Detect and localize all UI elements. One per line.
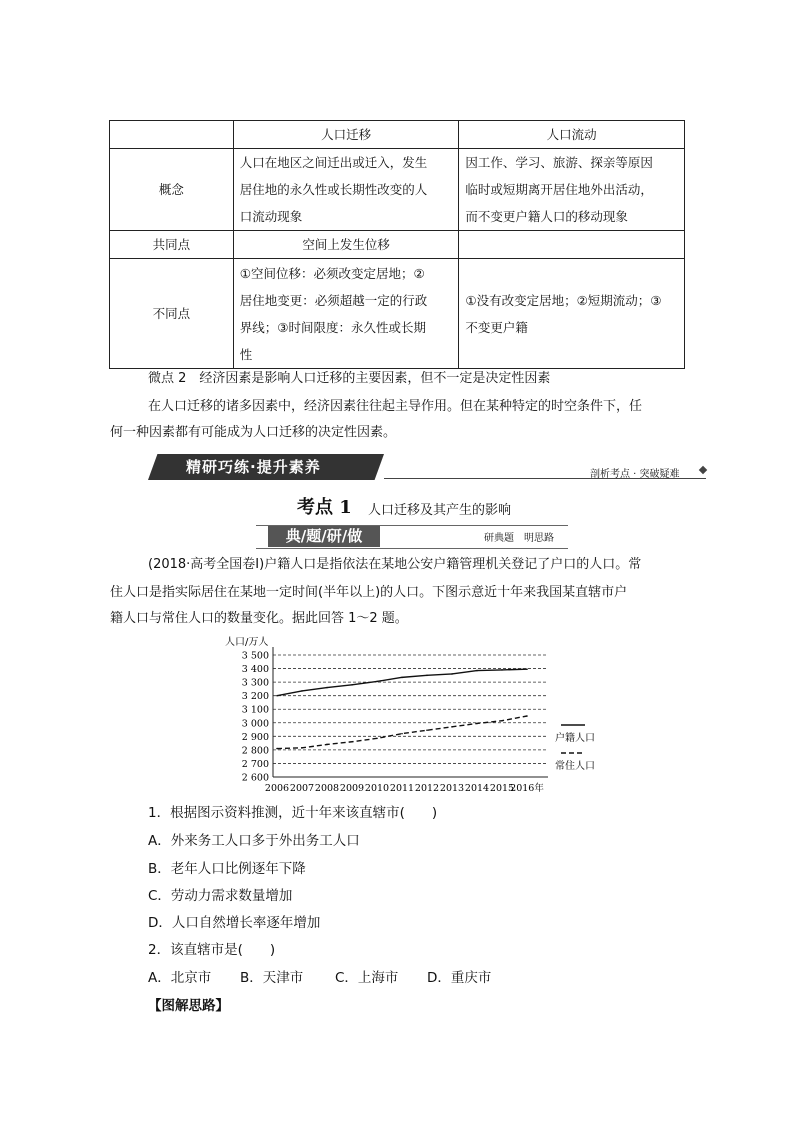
cell-line: 口流动现象 (239, 209, 303, 224)
q1-option-a: A．外来务工人口多于外出务工人口 (148, 833, 360, 849)
y-tick-label: 3 200 (241, 691, 269, 703)
data-point (376, 681, 378, 683)
data-point (351, 741, 353, 743)
data-point (451, 726, 453, 728)
data-point (526, 715, 528, 717)
table-row (110, 259, 685, 369)
row-label-common: 共同点 (110, 231, 234, 259)
y-tick-label: 3 400 (241, 664, 269, 676)
data-point (401, 733, 403, 735)
legend-label: 常住人口 (555, 761, 595, 772)
diamond-icon (699, 466, 707, 474)
y-tick-label: 2 800 (241, 745, 269, 757)
row-label-difference: 不同点 (110, 259, 234, 369)
q1-option-b: B．老年人口比例逐年下降 (148, 861, 306, 877)
y-tick-label: 2 600 (241, 772, 269, 784)
data-point (326, 744, 328, 746)
data-point (451, 673, 453, 675)
section-banner-right: 剖析考点 · 突破疑难 (590, 469, 680, 480)
cell-line: 性 (239, 346, 253, 362)
data-point (276, 748, 278, 750)
x-tick-label: 2011 (389, 783, 415, 794)
cell-line: 界线；③时间限度：永久性或长期 (239, 319, 426, 335)
x-tick-label: 2016年 (510, 783, 544, 794)
y-tick-label: 2 900 (241, 731, 269, 743)
sub-banner-label: 典/题/研/做 (268, 526, 380, 547)
table-row (110, 231, 685, 259)
chart-ylabel: 人口/万人 (225, 637, 269, 648)
q1-option-c: C．劳动力需求数量增加 (148, 888, 293, 904)
question-1: 1．根据图示资料推测，近十年来该直辖市( ) (148, 805, 438, 821)
sub-banner-right: 研典题 明思路 (484, 533, 554, 544)
data-point (401, 677, 403, 679)
q2-option-c: C．上海市 (335, 970, 399, 986)
common-migration-cell: 空间上发生位移 (233, 231, 459, 259)
y-tick-label: 3 100 (241, 704, 269, 716)
cell-line: ①没有改变定居地；②短期流动；③ (465, 292, 662, 308)
cell-line: ①空间位移：必须改变定居地；② (239, 265, 425, 281)
x-tick-label: 2013 (439, 783, 465, 794)
x-tick-label: 2008 (314, 783, 340, 794)
cell-line: 居住地变更：必须超越一定的行政 (239, 292, 428, 308)
data-point (301, 747, 303, 749)
cell-line: 不变更户籍 (465, 319, 528, 335)
x-tick-label: 2009 (339, 783, 365, 794)
kaodian-title: 考点 1 (297, 497, 352, 518)
q2-option-a: A．北京市 (148, 970, 212, 986)
section-banner-text: 精研巧练·提升素养 (186, 458, 321, 476)
x-tick-label: 2015 (489, 783, 515, 794)
question-2: 2．该直辖市是( ) (148, 942, 276, 958)
data-point (276, 695, 278, 697)
x-tick-label: 2012 (414, 783, 440, 794)
point2-body-line1: 在人口迁移的诸多因素中，经济因素往往起主导作用。但在某种特定的时空条件下，任 (148, 399, 643, 414)
q1-option-d: D．人口自然增长率逐年增加 (148, 915, 321, 931)
cell-line: 临时或短期离开居住地外出活动， (465, 182, 653, 197)
point2-title: 微点 2 经济因素是影响人口迁移的主要因素，但不一定是决定性因素 (148, 371, 551, 386)
cell-line: 因工作、学习、旅游、探亲等原因 (465, 155, 653, 170)
cell-line: 人口在地区之间迁出或迁入，发生 (239, 155, 428, 170)
common-flow-cell (459, 231, 685, 259)
intro-line2: 住人口是指实际居住在某地一定时间(半年以上)的人口。下图示意近十年来我国某直辖市户 (110, 585, 628, 600)
difference-migration-cell (233, 259, 459, 369)
diagram-thinking-label: 【图解思路】 (148, 998, 229, 1014)
difference-flow-cell (459, 259, 685, 369)
table-header-empty (110, 121, 234, 149)
data-point (351, 684, 353, 686)
x-tick-label: 2007 (289, 783, 315, 794)
cell-line: 居住地的永久性或长期性改变的人 (239, 182, 428, 197)
point2-body-line2: 何一种因素都有可能成为人口迁移的决定性因素。 (110, 425, 397, 440)
data-point (526, 668, 528, 670)
data-point (426, 675, 428, 677)
concept-migration-cell (233, 149, 459, 231)
x-tick-label: 2010 (364, 783, 390, 794)
intro-line3: 籍人口与常住人口的数量变化。据此回答 1～2 题。 (110, 611, 408, 626)
series-line-resident (277, 716, 527, 749)
intro-line1: (2018·高考全国卷Ⅰ)户籍人口是指依法在某地公安户籍管理机关登记了户口的人口。常 (148, 557, 642, 572)
table-header-row (110, 121, 685, 149)
y-tick-label: 3 500 (241, 650, 269, 662)
row-label-concept: 概念 (110, 149, 234, 231)
concept-flow-cell (459, 149, 685, 231)
data-point (426, 729, 428, 731)
y-tick-label: 3 000 (241, 718, 269, 730)
table-header-flow: 人口流动 (459, 121, 685, 149)
table-header-migration: 人口迁移 (233, 121, 459, 149)
q2-option-d: D．重庆市 (427, 970, 492, 986)
data-point (301, 690, 303, 692)
comparison-table (109, 120, 685, 369)
x-tick-label: 2006 (264, 783, 290, 794)
data-point (476, 723, 478, 725)
data-point (501, 720, 503, 722)
data-point (326, 687, 328, 689)
y-tick-label: 2 700 (241, 758, 269, 770)
data-point (376, 738, 378, 740)
legend-label: 户籍人口 (555, 733, 595, 744)
kaodian-subtitle: 人口迁移及其产生的影响 (368, 503, 512, 518)
data-point (476, 670, 478, 672)
cell-line: 而不变更户籍人口的移动现象 (465, 209, 628, 224)
q2-option-b: B．天津市 (240, 970, 304, 986)
table-row (110, 149, 685, 231)
data-point (501, 669, 503, 671)
x-tick-label: 2014 (464, 783, 490, 794)
y-tick-label: 3 300 (241, 677, 269, 689)
population-chart (215, 633, 615, 799)
